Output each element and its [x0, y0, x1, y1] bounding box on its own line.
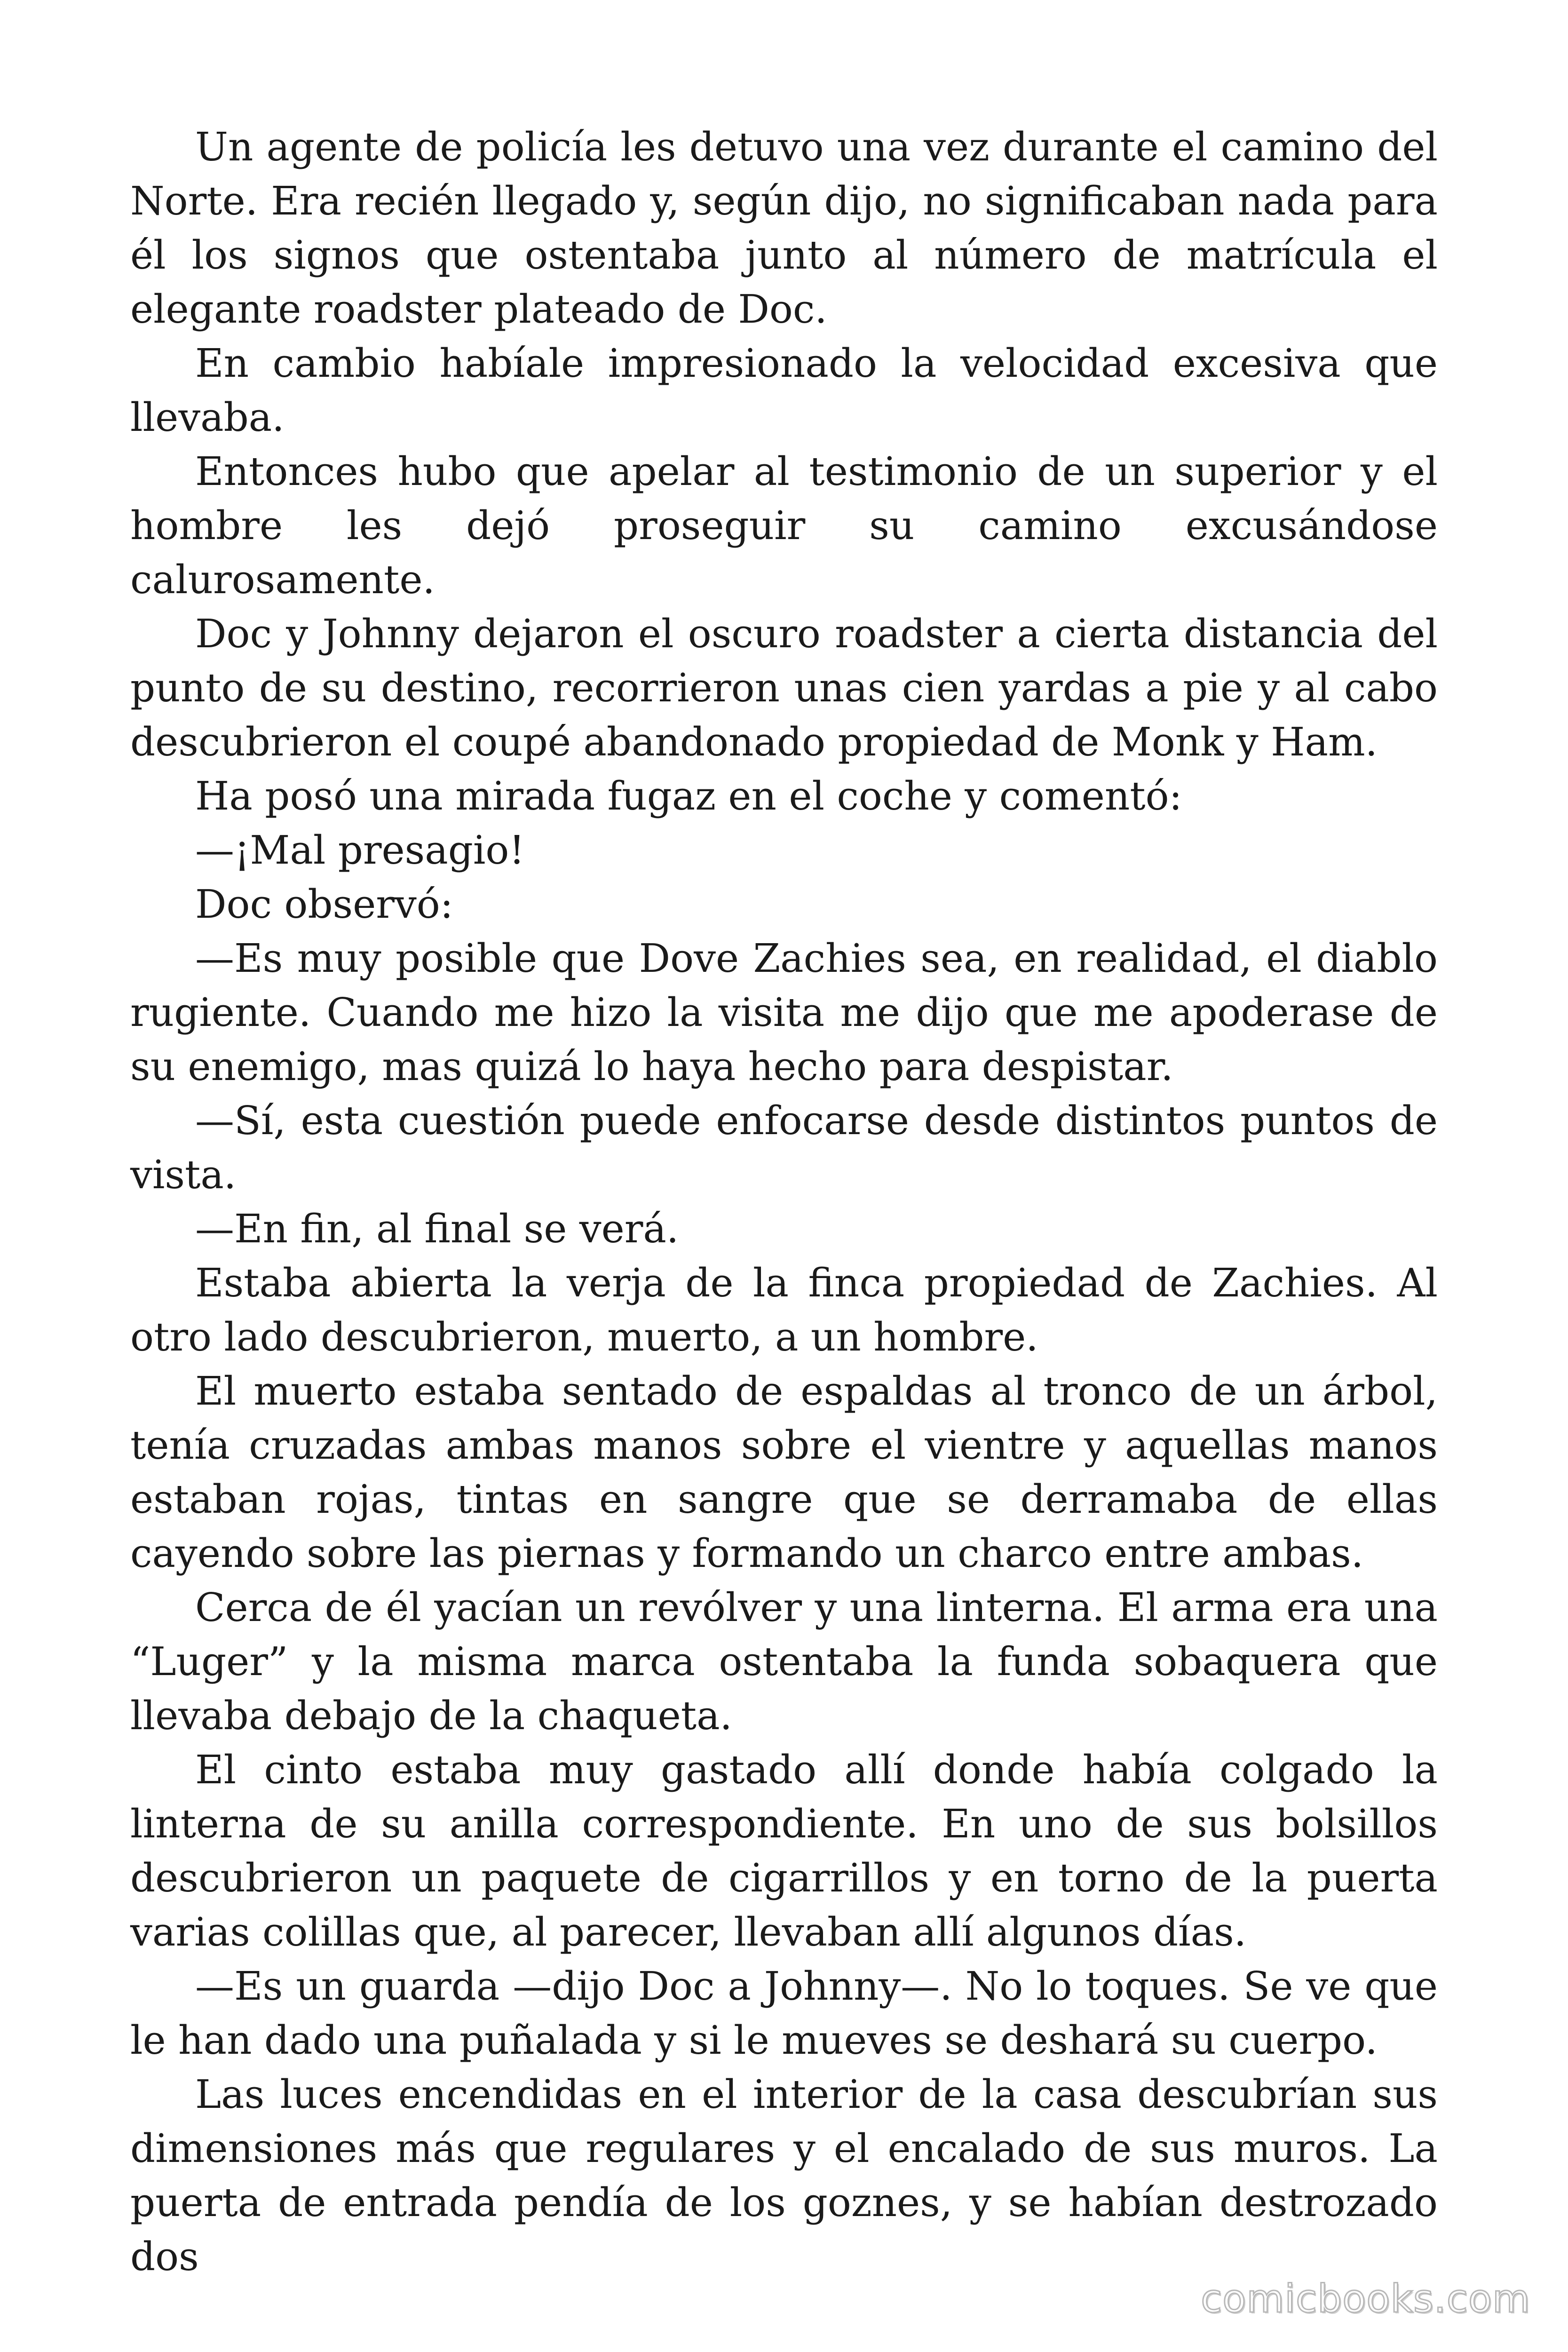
paragraph-5: Ha posó una mirada fugaz en el coche y comentó: — [195, 773, 1182, 819]
paragraph-6: —¡Mal presagio! — [195, 827, 525, 873]
paragraph-14: El cinto estaba muy gastado allí donde había colgado la linterna de su anilla correspondiente. En uno de sus bolsillos descubrieron un paquete de cigarrillos y en torno de la puerta varias colillas que, al parecer, llevaban allí algunos días. — [130, 1747, 1438, 1955]
paragraph-11: Estaba abierta la verja de la finca propiedad de Zachies. Al otro lado descubrieron, muerto, a un hombre. — [130, 1260, 1438, 1360]
paragraph-1: Un agente de policía les detuvo una vez durante el camino del Norte. Era recién llegado y, según dijo, no significaban nada para él los signos que ostentaba junto al número de matrícula el elegante roadster plateado de Doc. — [130, 124, 1438, 332]
paragraph-9: —Sí, esta cuestión puede enfocarse desde distintos puntos de vista. — [130, 1098, 1438, 1198]
paragraph-15: —Es un guarda —dijo Doc a Johnny—. No lo toques. Se ve que le han dado una puñalada y si le mueves se deshará su cuerpo. — [130, 1963, 1438, 2063]
paragraph-8: —Es muy posible que Dove Zachies sea, en realidad, el diablo rugiente. Cuando me hizo la visita me dijo que me apoderase de su enemigo, mas quizá lo haya hecho para despistar. — [130, 936, 1438, 1089]
paragraph-7: Doc observó: — [195, 882, 453, 927]
paragraph-13: Cerca de él yacían un revólver y una linterna. El arma era una “Luger” y la misma marca ostentaba la funda sobaquera que llevaba debajo de la chaqueta. — [130, 1585, 1438, 1739]
paragraph-4: Doc y Johnny dejaron el oscuro roadster a cierta distancia del punto de su destino, recorrieron unas cien yardas a pie y al cabo descubrieron el coupé abandonado propiedad de Monk y Ham. — [130, 611, 1438, 765]
paragraph-3: Entonces hubo que apelar al testimonio de un superior y el hombre les dejó proseguir su camino excusándose calurosamente. — [130, 449, 1438, 603]
paragraph-2: En cambio habíale impresionado la velocidad excesiva que llevaba. — [130, 341, 1438, 440]
watermark: comicbooks.com — [1201, 2277, 1530, 2321]
book-page-text — [130, 120, 1438, 2284]
paragraph-10: —En fin, al final se verá. — [195, 1206, 679, 1252]
paragraph-16: Las luces encendidas en el interior de la casa descubrían sus dimensiones más que regulares y el encalado de sus muros. La puerta de entrada pendía de los goznes, y se habían destrozado dos — [130, 2072, 1438, 2280]
paragraph-12: El muerto estaba sentado de espaldas al tronco de un árbol, tenía cruzadas ambas manos sobre el vientre y aquellas manos estaban rojas, tintas en sangre que se derramaba de ellas cayendo sobre las piernas y formando un charco entre ambas. — [130, 1368, 1438, 1576]
